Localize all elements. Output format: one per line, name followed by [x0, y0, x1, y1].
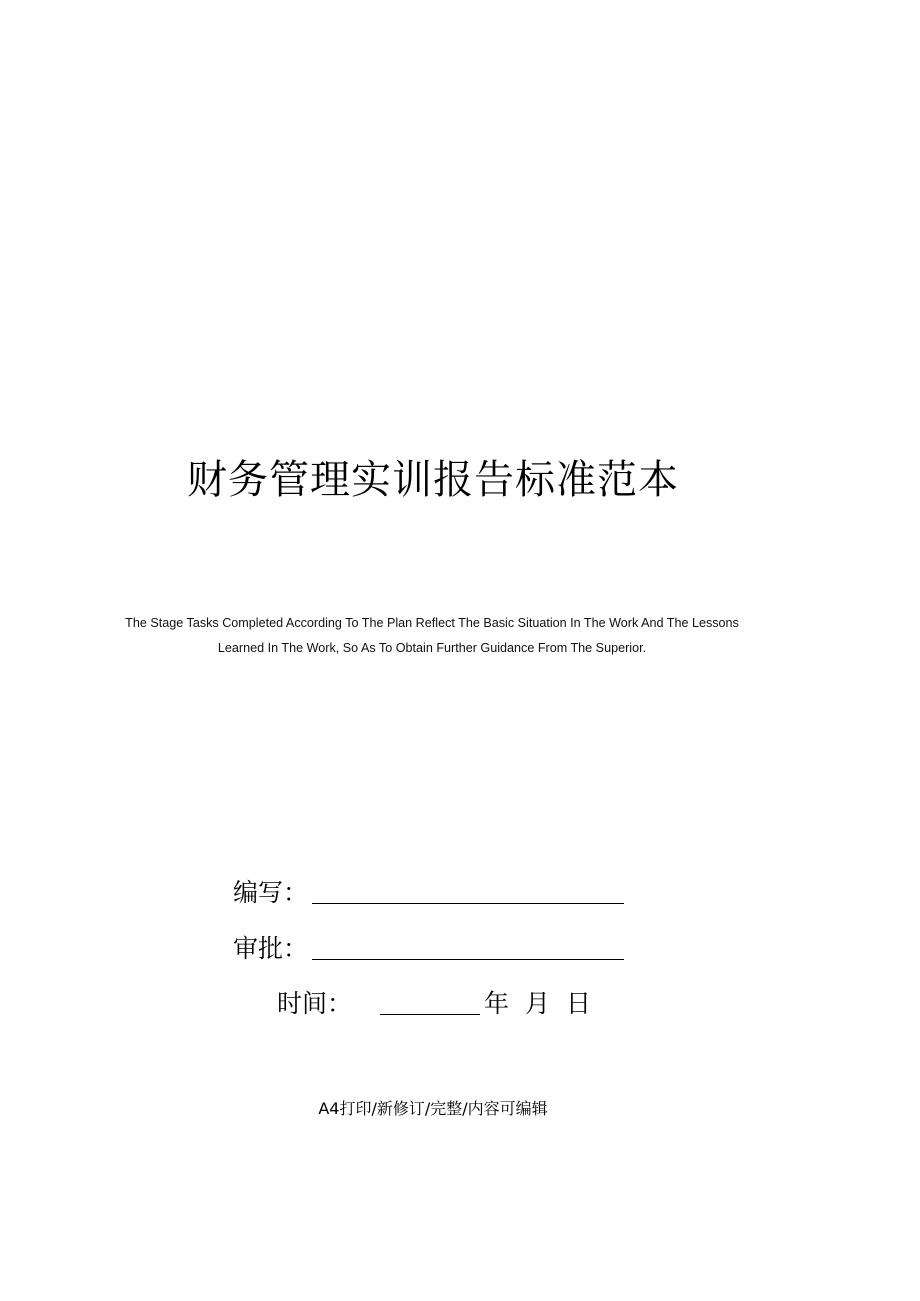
year-unit: 年: [484, 989, 510, 1018]
footer-note: A4打印/新修订/完整/内容可编辑: [318, 1099, 548, 1118]
approver-field: [233, 932, 624, 966]
subtitle-line-2: Learned In The Work, So As To Obtain Further Guidance From The Superior.: [217, 641, 647, 655]
day-unit: 日: [566, 989, 592, 1018]
document-subtitle: [100, 611, 764, 661]
writer-label: 编写：: [233, 878, 309, 907]
subtitle-line-1: The Stage Tasks Completed According To The Plan Reflect The Basic Situation In The Work And The Lessons: [125, 616, 739, 630]
writer-blank-line: [312, 903, 624, 904]
date-field: [277, 987, 591, 1021]
approver-blank-line: [312, 959, 624, 960]
time-label: 时间：: [277, 989, 353, 1018]
writer-field: [233, 876, 624, 910]
month-unit: 月: [525, 989, 551, 1018]
year-blank-line: [380, 1014, 480, 1015]
document-title: 财务管理实训报告标准范本: [187, 457, 679, 503]
approver-label: 审批：: [233, 934, 309, 963]
